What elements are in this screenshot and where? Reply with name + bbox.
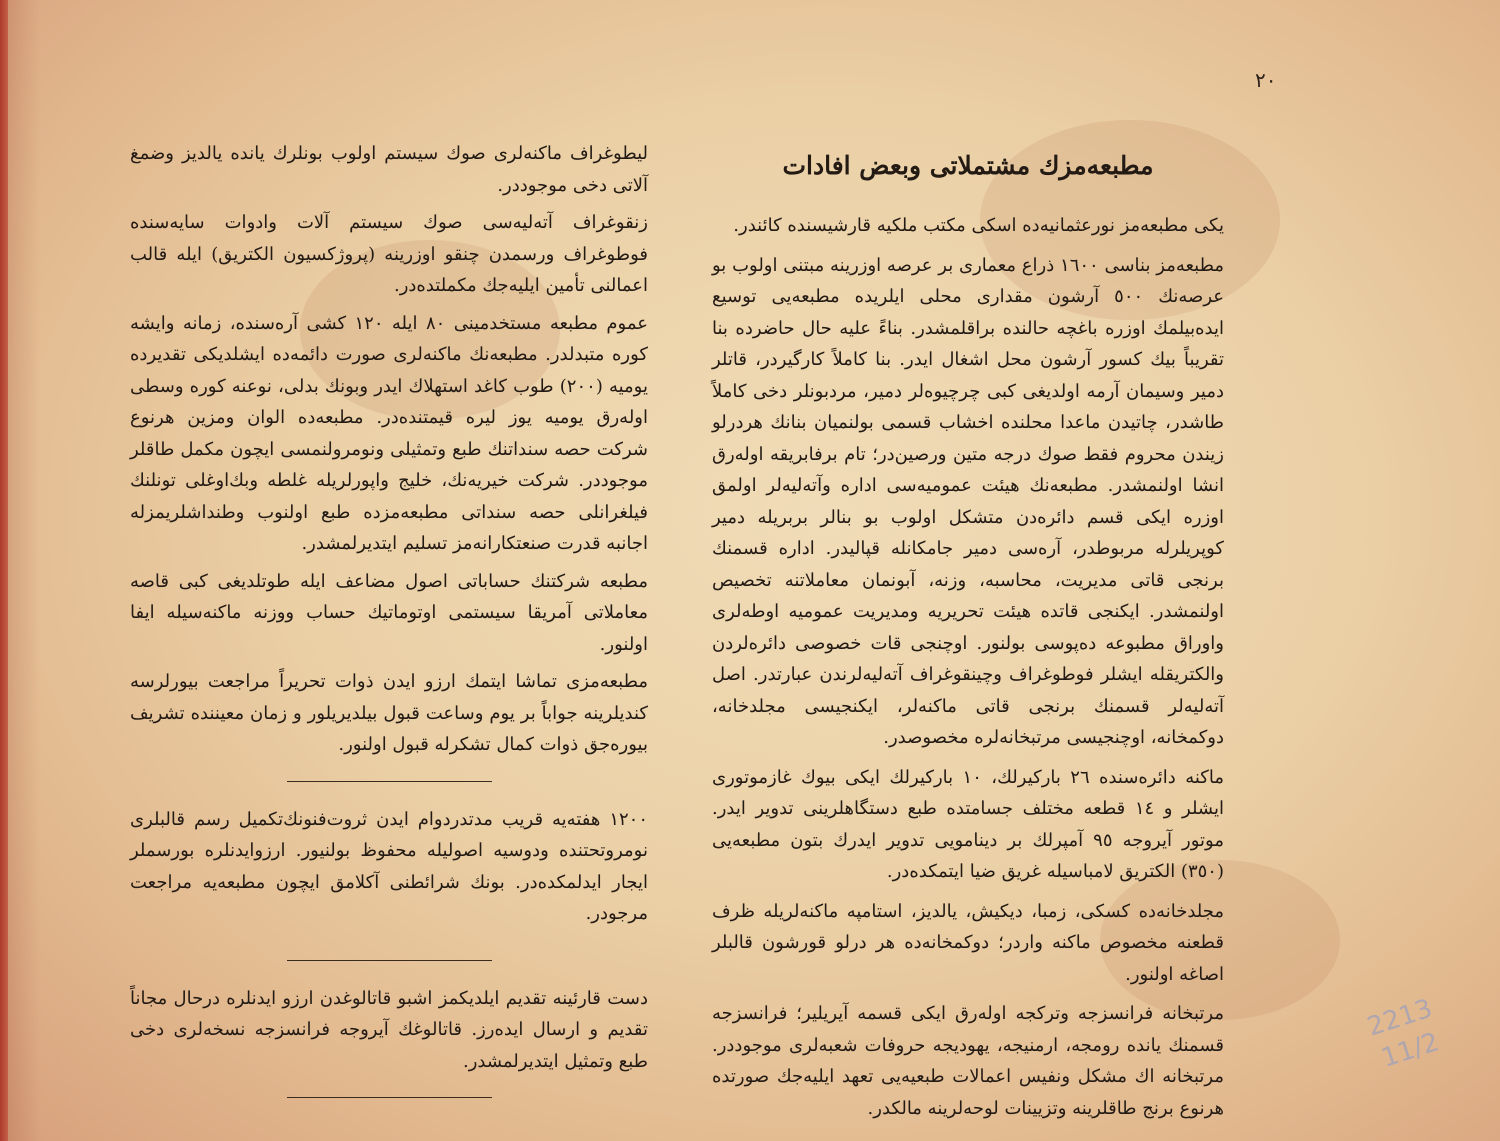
paragraph: زنقوغراف آته‌ليه‌سی صوك سيستم آلات وادوات سايه‌سنده فوطوغراف ورسمدن چنقو اوزرينه (پروژكسيون الكتريق) ايله قالب اعمالنی تأمين ايليه‌جك مكملتده‌در. [130, 212, 648, 296]
section-divider [287, 781, 492, 782]
paragraph: دست قارئينه تقديم ايلديكمز اشبو قاتالوغدن ارزو ايدنلره درحال مجاناً تقديم و ارسال ايده‌رز. قاتالوغك آيروجه فرانسزجه نسخه‌لری دخی طبع وتمثيل ايتديرلمشدر. [130, 987, 648, 1072]
paragraph: ماكنه دائره‌سنده ٢٦ باركيرلك، ١٠ باركيرلك ايكی بيوك غازموتوری ايشلر و ١٤ قطعه مختلف جسامتده طبع دستگاهلرينی تدوير ايدر. موتور آيروجه ٩٥ آمپرلك بر دينامويی تدوير ايدرك بتون مطبعه‌يی (٣٥٠) الكتريق لامباسيله غريق ضيا ايتمكده‌در. [712, 766, 1224, 882]
paragraph: مطبعه شركتنك حساباتی اصول مضاعف ايله طوتلديغی كبی قاصه معاملاتی آمريقا سيستمی اوتوماتيك حساب ووزنه ماكنه‌سيله ايفا اولنور. [130, 570, 648, 655]
section-divider [287, 1097, 492, 1098]
pencil-archive-mark: 2213 11/2 [1363, 993, 1443, 1074]
paragraph: ١٢٠٠ هفته‌يه قريب مدتدردوام ايدن ثروت‌فنونك‌تكميل رسم قالبلری نومروتحتنده ودوسيه اصوليله محفوظ بولنيور. ارزوايدنلره بورسملر ايجار ايدلمكده‌در. بونك شرائطنی آكلامق ايچون مطبعه‌يه مراجعت مرجودر. [130, 808, 648, 924]
page-fold-shadow [0, 0, 40, 1141]
paragraph: يكی مطبعه‌مز نورعثمانيه‌ده اسكی مكتب ملكيه قارشيسنده كائندر. [733, 215, 1224, 236]
paragraph: مطبعه‌مزی تماشا ايتمك ارزو ايدن ذوات تحريراً مراجعت بيورلرسه كنديلرينه جواباً بر يوم وساعت قبول بيلديريلور و زمان معيننده تشريف بيوره‌جق ذوات كمال تشكرله قبول اولنور. [130, 671, 648, 755]
right-column [712, 148, 1224, 1132]
section-title: مطبعه‌مزك مشتملاتی وبعض افادات [782, 151, 1154, 180]
paragraph: مطبعه‌مز بناسی ١٦٠٠ ذراع معماری بر عرصه اوزرينه مبتنی اولوب بو عرصه‌نك ٥٠٠ آرشون مقداری محلی ايلريده مطبعه‌يی توسيع ايده‌بيلمك اوزره باغچه حالنده براقلمشدر. بناءً عليه حال حاضرده بنا تقريباً بيك كسور آرشون محل اشغال ايدر. بنا كاملاً كارگيردر، قاتلر دمير وسيمان آرمه اولديغی كبی چرچيوه‌لر دمير، مردبونلر دخی كاملاً طاشدر، چاتيدن ماعدا محلنده اخشاب قسمی بولنميان بنانك هردرلو زيندن محروم فقط صوك درجه متين ورصين‌در؛ تام برفابريقه اوله‌رق انشا اولنمشدر. مطبعه‌نك هيئت عموميه‌سی اداره وآته‌ليه‌لر اولمق اوزره ايكی قسم دائره‌دن متشكل اولوب بو بنالر بربريله دمير كوپريلرله مربوطدر، آره‌سی دمير جامكانله قپاليدر. اداره قسمنك برنجی قاتی مديريت، محاسبه، وزنه، آبونمان معاملاتنه تخصيص اولنمشدر. ايكنجی قاتده هيئت تحريريه ومديريت عموميه اوطه‌لری واوراق مطبوعه ده‌پوسی بولنور. اوچنجی قات خصوصی دائره‌لردن والكتريقله ايشلر فوطوغراف وچينقوغراف آته‌ليه‌لرندن عبارتدر. اصل آته‌ليه‌لر قسمنك برنجی قاتی ماكنه‌لر، ايكنجيسی مجلدخانه، دوكمخانه، اوچنجيسی مرتبخانه‌لره مخصوصدر. [712, 254, 1225, 748]
page-number: ٢٠ [1255, 68, 1277, 92]
paragraph: ليطوغراف ماكنه‌لری صوك سيستم اولوب بونلرك يانده يالديز وضمغ آلاتی دخی موجوددر. [130, 143, 648, 196]
paragraph: مجلدخانه‌ده كسكی، زمبا، ديكيش، يالديز، استامپه ماكنه‌لريله ظرف قطعنه مخصوص ماكنه واردر؛ دوكمخانه‌ده هر درلو قورشون قالبلر اصاغه اولنور. [712, 900, 1224, 985]
paragraph: عموم مطبعه مستخدمينی ٨٠ ايله ١٢٠ كشی آره‌سنده، زمانه وايشه كوره متبدلدر. مطبعه‌نك ماكنه‌لری صورت دائمه‌ده ايشلديكی تقديرده يوميه (٢٠٠) طوب كاغد استهلاك ايدر وبونك بدلی، نوعنه كوره وسطی اوله‌رق يوميه يوز ليره قيمتنده‌در. مطبعه‌ده الوان ومزين هرنوع شركت حصه سنداتنك طبع وتمثيلی ونومرولنمسی ايچون مكمل طاقلر موجوددر. شركت خيريه‌نك، خليج واپورلريله غلطه وبك‌اوغلی تونلنك فيلغرانلی حصه سنداتی مطبعه‌مزده طبع اولنوب وطنداشلريمزله اجانبه قدرت صنعتكارانه‌مز تسليم ايتديرلمشدر. [130, 312, 648, 554]
section-divider [287, 960, 492, 961]
left-column [130, 138, 648, 1120]
paragraph: مرتبخانه فرانسزجه وتركجه اوله‌رق ايكی قسمه آيريلير؛ فرانسزجه قسمنك يانده رومجه، ارمنيجه، يهوديجه حروفات شعبه‌لری موجوددر. مرتبخانه اك مشكل ونفيس اعمالات طبعيه‌يی تعهد ايليه‌جك صورتده هرنوع برنج طاقلرينه وتزيينات لوحه‌لرينه مالكدر. [712, 1003, 1224, 1119]
